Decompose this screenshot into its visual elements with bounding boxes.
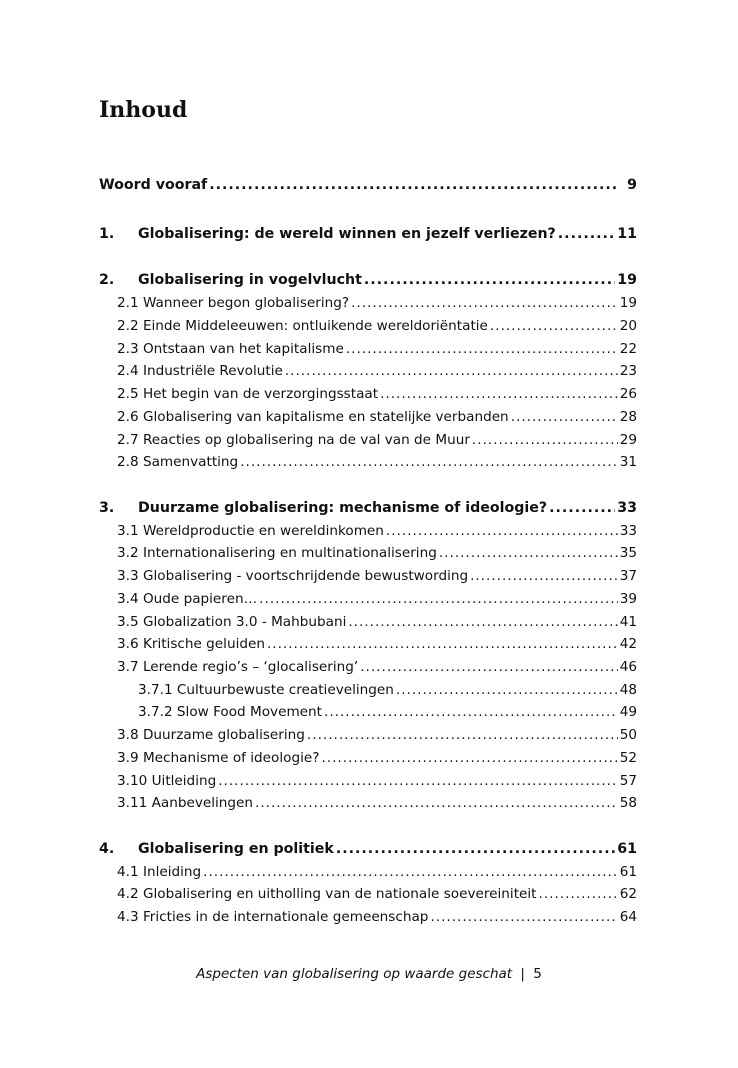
page-title: Inhoud xyxy=(99,97,188,123)
dot-leader xyxy=(439,542,618,564)
toc-page-number: 39 xyxy=(619,591,637,607)
toc-section-2-7[interactable] xyxy=(117,429,637,451)
dot-leader xyxy=(255,792,618,814)
toc-page-number: 19 xyxy=(617,272,637,288)
toc-section-2-1[interactable] xyxy=(117,292,637,314)
toc-section-2-6[interactable] xyxy=(117,406,637,428)
toc-page-number: 61 xyxy=(617,841,637,857)
dot-leader xyxy=(259,588,618,610)
toc-section-3-1[interactable] xyxy=(117,520,637,542)
toc-page-number: 23 xyxy=(619,363,637,379)
dot-leader xyxy=(539,883,618,905)
toc-page-number: 22 xyxy=(619,341,637,357)
toc-page-number: 57 xyxy=(619,773,637,789)
dot-leader xyxy=(307,724,618,746)
toc-section-2-4[interactable] xyxy=(117,360,637,382)
dot-leader xyxy=(348,611,617,633)
toc-page-number: 19 xyxy=(619,295,637,311)
toc-section-2-2[interactable] xyxy=(117,315,637,337)
toc-entry-title: Globalisering: de wereld winnen en jezelf verliezen? xyxy=(138,226,556,242)
toc-section-3-7[interactable] xyxy=(117,656,637,678)
dot-leader xyxy=(267,633,618,655)
toc-page-number: 46 xyxy=(619,659,637,675)
toc-page-number: 29 xyxy=(619,432,637,448)
toc-entry-title: 3.2 Internationalisering en multinationalisering xyxy=(117,545,437,561)
toc-entry-title: 3.11 Aanbevelingen xyxy=(117,795,254,811)
chapter-number: 1. xyxy=(99,226,115,242)
toc-entry-title: 3.8 Duurzame globalisering xyxy=(117,727,305,743)
toc-page-number: 33 xyxy=(619,523,637,539)
toc-entry-title: 2.5 Het begin van de verzorgingsstaat xyxy=(117,386,379,402)
toc-page-number: 42 xyxy=(619,636,637,652)
toc-page-number: 49 xyxy=(619,704,637,720)
toc-page-number: 37 xyxy=(619,568,637,584)
toc-section-3-10[interactable] xyxy=(117,770,637,792)
toc-entry-title: Globalisering en politiek xyxy=(138,841,334,857)
toc-entry-title: 3.9 Mechanisme of ideologie? xyxy=(117,750,320,766)
toc-section-2-3[interactable] xyxy=(117,338,637,360)
toc-page-number: 11 xyxy=(617,226,637,242)
toc-entry-title: 4.2 Globalisering en uitholling van de nationale soevereiniteit xyxy=(117,886,537,902)
toc-section-3-5[interactable] xyxy=(117,611,637,633)
toc-page-number: 62 xyxy=(619,886,637,902)
toc-entry-title: 2.6 Globalisering van kapitalisme en statelijke verbanden xyxy=(117,409,509,425)
footer-book-title: Aspecten van globalisering op waarde geschat xyxy=(196,966,513,982)
toc-page-number: 64 xyxy=(619,909,637,925)
toc-entry-title: 3.10 Uitleiding xyxy=(117,773,217,789)
toc-page-number: 52 xyxy=(619,750,637,766)
toc-entry-title: 3.7.1 Cultuurbewuste creatievelingen xyxy=(138,682,394,698)
footer-separator: | xyxy=(520,966,525,982)
toc-chapter-4[interactable] xyxy=(99,838,637,860)
toc-entry-title: 2.4 Industriële Revolutie xyxy=(117,363,283,379)
toc-entry-title: 3.7 Lerende regio’s – ‘glocalisering’ xyxy=(117,659,359,675)
toc-section-3-7-1[interactable] xyxy=(138,679,637,701)
toc-page-number: 50 xyxy=(619,727,637,743)
dot-leader xyxy=(209,174,619,196)
dot-leader xyxy=(240,451,618,473)
dot-leader xyxy=(430,906,617,928)
dot-leader xyxy=(511,406,618,428)
toc-section-3-3[interactable] xyxy=(117,565,637,587)
dot-leader xyxy=(364,269,615,291)
toc-page-number: 33 xyxy=(617,500,637,516)
toc-entry-title: 2.3 Ontstaan van het kapitalisme xyxy=(117,341,344,357)
toc-page-number: 20 xyxy=(619,318,637,334)
toc-entry-title: 3.4 Oude papieren… xyxy=(117,591,258,607)
toc-page-number: 26 xyxy=(619,386,637,402)
dot-leader xyxy=(472,429,618,451)
toc-section-3-8[interactable] xyxy=(117,724,637,746)
dot-leader xyxy=(346,338,618,360)
toc-entry-title: 2.8 Samenvatting xyxy=(117,454,239,470)
toc-entry-title: 4.1 Inleiding xyxy=(117,864,202,880)
toc-entry-title: 2.1 Wanneer begon globalisering? xyxy=(117,295,350,311)
toc-page-number: 41 xyxy=(619,614,637,630)
toc-page-number: 58 xyxy=(619,795,637,811)
toc-page-number: 61 xyxy=(619,864,637,880)
dot-leader xyxy=(386,520,618,542)
dot-leader xyxy=(203,861,618,883)
dot-leader xyxy=(470,565,618,587)
toc-page-number: 35 xyxy=(619,545,637,561)
toc-section-4-2[interactable] xyxy=(117,883,637,905)
dot-leader xyxy=(396,679,618,701)
chapter-number: 2. xyxy=(99,272,115,288)
toc-page-number: 31 xyxy=(619,454,637,470)
dot-leader xyxy=(360,656,617,678)
dot-leader xyxy=(351,292,618,314)
toc-section-2-8[interactable] xyxy=(117,451,637,473)
dot-leader xyxy=(549,497,615,519)
toc-entry-voorwoord[interactable] xyxy=(99,174,637,196)
toc-chapter-2[interactable] xyxy=(99,269,637,291)
toc-page-number: 9 xyxy=(627,177,637,193)
dot-leader xyxy=(380,383,618,405)
toc-section-3-9[interactable] xyxy=(117,747,637,769)
toc-chapter-3[interactable] xyxy=(99,497,637,519)
toc-entry-title: 2.7 Reacties op globalisering na de val van de Muur xyxy=(117,432,470,448)
footer-page-number: 5 xyxy=(533,966,542,982)
toc-section-4-1[interactable] xyxy=(117,861,637,883)
toc-section-3-4[interactable] xyxy=(117,588,637,610)
toc-page-number: 28 xyxy=(619,409,637,425)
toc-section-3-6[interactable] xyxy=(117,633,637,655)
toc-entry-title: Woord vooraf xyxy=(99,177,208,193)
chapter-number: 4. xyxy=(99,841,115,857)
toc-section-3-2[interactable] xyxy=(117,542,637,564)
toc-chapter-1[interactable] xyxy=(99,223,637,245)
dot-leader xyxy=(558,223,615,245)
toc-entry-title: 3.7.2 Slow Food Movement xyxy=(138,704,322,720)
toc-page-number: 48 xyxy=(619,682,637,698)
page-footer xyxy=(0,966,738,982)
toc-entry-title: 3.1 Wereldproductie en wereldinkomen xyxy=(117,523,384,539)
dot-leader xyxy=(321,747,617,769)
toc-entry-title: 2.2 Einde Middeleeuwen: ontluikende wereldoriëntatie xyxy=(117,318,488,334)
toc-entry-title: Globalisering in vogelvlucht xyxy=(138,272,362,288)
toc-section-3-7-2[interactable] xyxy=(138,701,637,723)
chapter-number: 3. xyxy=(99,500,115,516)
dot-leader xyxy=(218,770,617,792)
dot-leader xyxy=(285,360,618,382)
toc-entry-title: Duurzame globalisering: mechanisme of ideologie? xyxy=(138,500,548,516)
toc-entry-title: 3.3 Globalisering - voortschrijdende bewustwording xyxy=(117,568,469,584)
dot-leader xyxy=(336,838,615,860)
dot-leader xyxy=(324,701,618,723)
toc-section-3-11[interactable] xyxy=(117,792,637,814)
toc-section-4-3[interactable] xyxy=(117,906,637,928)
toc-entry-title: 3.5 Globalization 3.0 - Mahbubani xyxy=(117,614,347,630)
toc-entry-title: 4.3 Fricties in de internationale gemeenschap xyxy=(117,909,429,925)
toc-section-2-5[interactable] xyxy=(117,383,637,405)
toc-entry-title: 3.6 Kritische geluiden xyxy=(117,636,265,652)
dot-leader xyxy=(490,315,618,337)
